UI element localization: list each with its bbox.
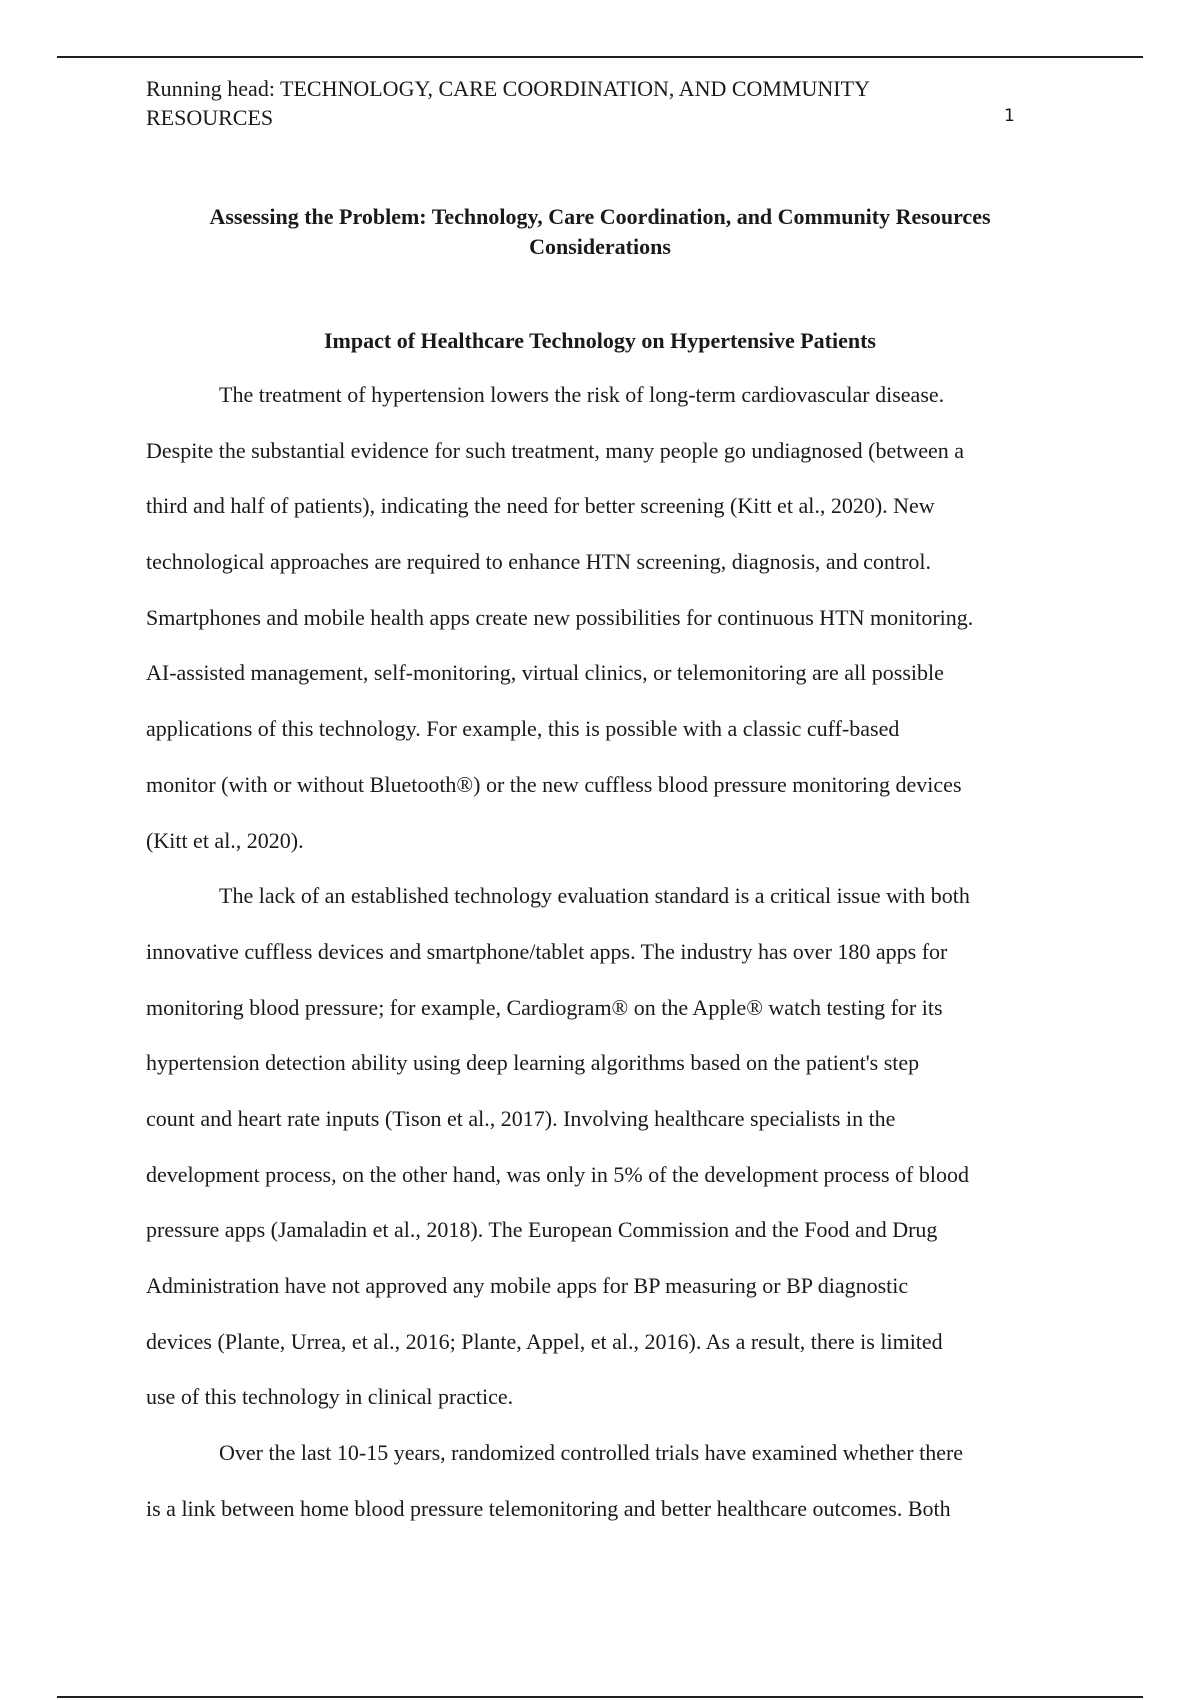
paragraph-line: Administration have not approved any mobile apps for BP measuring or BP diagnostic bbox=[146, 1273, 909, 1298]
paragraph-line: Smartphones and mobile health apps create new possibilities for continuous HTN monitoring. bbox=[146, 604, 974, 630]
paragraph-line: devices (Plante, Urrea, et al., 2016; Plante, Appel, et al., 2016). As a result, there is limited bbox=[146, 1328, 943, 1354]
paragraph-line: development process, on the other hand, was only in 5% of the development process of blood bbox=[146, 1161, 969, 1187]
paragraph-line: innovative cuffless devices and smartphone/tablet apps. The industry has over 180 apps for bbox=[146, 938, 948, 964]
paragraph-line: is a link between home blood pressure telemonitoring and better healthcare outcomes. Both bbox=[146, 1495, 951, 1521]
paragraph-line: monitor (with or without Bluetooth®) or the new cuffless blood pressure monitoring devices bbox=[146, 771, 962, 797]
running-head: Running head: TECHNOLOGY, CARE COORDINATION, AND COMMUNITY RESOURCES bbox=[146, 76, 870, 130]
document-title: Assessing the Problem: Technology, Care Coordination, and Community Resources Considerations bbox=[209, 204, 991, 259]
paragraph-line: third and half of patients), indicating the need for better screening (Kitt et al., 2020). New bbox=[146, 493, 935, 519]
paragraph-line: (Kitt et al., 2020). bbox=[146, 827, 304, 853]
paragraph-line: applications of this technology. For example, this is possible with a classic cuff-based bbox=[146, 716, 900, 742]
body-text bbox=[146, 380, 1076, 1549]
top-rule bbox=[57, 56, 1143, 58]
paragraph-line: hypertension detection ability using deep learning algorithms based on the patient's step bbox=[146, 1050, 920, 1076]
paragraph-line: pressure apps (Jamaladin et al., 2018). The European Commission and the Food and Drug bbox=[146, 1217, 938, 1243]
paragraph-line: technological approaches are required to enhance HTN screening, diagnosis, and control. bbox=[146, 549, 931, 575]
paragraph-line: use of this technology in clinical practice. bbox=[146, 1384, 514, 1410]
page-number: 1 bbox=[1004, 106, 1015, 126]
section-heading: Impact of Healthcare Technology on Hypertensive Patients bbox=[324, 328, 876, 353]
paragraph-line: Despite the substantial evidence for such treatment, many people go undiagnosed (between a bbox=[146, 437, 965, 463]
paragraph-line: Over the last 10-15 years, randomized controlled trials have examined whether there bbox=[219, 1440, 964, 1466]
paragraph-line: monitoring blood pressure; for example, Cardiogram® on the Apple® watch testing for its bbox=[146, 994, 943, 1020]
paragraph-line: The lack of an established technology evaluation standard is a critical issue with both bbox=[219, 883, 970, 909]
paragraph-line: count and heart rate inputs (Tison et al., 2017). Involving healthcare specialists in the bbox=[146, 1105, 896, 1131]
bottom-rule bbox=[57, 1696, 1143, 1698]
paragraph-line: AI-assisted management, self-monitoring, virtual clinics, or telemonitoring are all possible bbox=[146, 660, 944, 686]
paragraph-line: The treatment of hypertension lowers the risk of long-term cardiovascular disease. bbox=[219, 382, 945, 407]
